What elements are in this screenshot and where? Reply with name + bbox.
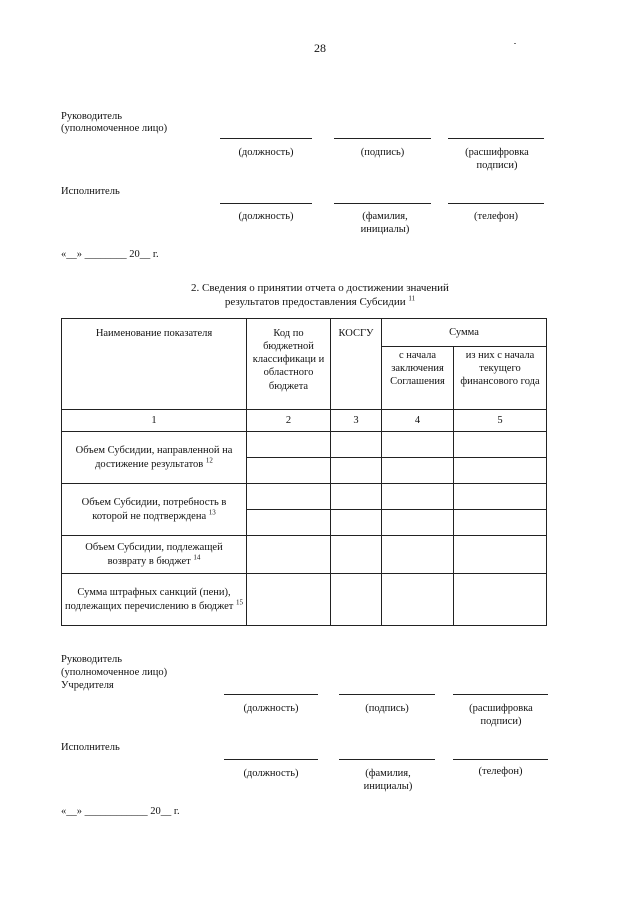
- table-cell: [247, 536, 331, 574]
- row-label-text: Объем Субсидии, подлежащей возврату в бюджет: [85, 542, 223, 567]
- table-cell: [382, 484, 454, 510]
- header-text: Сумма: [449, 327, 479, 338]
- section-title-text: результатов предоставления Субсидии: [224, 295, 406, 308]
- table-row: [62, 536, 547, 574]
- date-line: «__» ____________ 20__ г.: [61, 806, 180, 817]
- table-row: [62, 574, 547, 626]
- caption-surname: (фамилия, инициалы): [363, 768, 413, 793]
- footnote-mark: 15: [235, 598, 243, 606]
- table-cell: [382, 432, 454, 458]
- header-sum-from-agreement: [382, 347, 454, 410]
- footnote-mark: 13: [208, 508, 216, 516]
- head-label-sub: (уполномоченное лицо): [61, 123, 168, 134]
- signature-line-name: [453, 694, 548, 695]
- table-cell: [454, 484, 547, 510]
- header-indicator-name: [62, 319, 247, 410]
- signature-line-position: [224, 694, 318, 695]
- section-title-line-1: 2. Сведения о принятии отчета о достижении значений: [191, 282, 449, 294]
- executor-line-position: [220, 203, 312, 204]
- header-budget-code: [247, 319, 331, 410]
- row-label: [62, 484, 247, 536]
- row-label: [62, 536, 247, 574]
- executor-line-phone: [453, 759, 548, 760]
- table-cell: [331, 458, 382, 484]
- table-cell: [382, 458, 454, 484]
- table-cell: [382, 536, 454, 574]
- column-number: 3: [331, 410, 382, 432]
- results-table: [61, 318, 547, 626]
- executor-label: Исполнитель: [61, 742, 120, 753]
- header-text: из них с начала текущего финансового года: [460, 350, 540, 388]
- table-cell: [247, 574, 331, 626]
- section-title: [150, 282, 490, 310]
- header-sum-current-year: [454, 347, 547, 410]
- section-title-line-2: [150, 296, 490, 310]
- executor-line-name: [334, 203, 431, 204]
- scan-speck: [514, 43, 516, 44]
- table-cell: [454, 432, 547, 458]
- footnote-mark: 11: [408, 294, 416, 303]
- row-label: [62, 432, 247, 484]
- table-cell: [247, 458, 331, 484]
- table-cell: [247, 510, 331, 536]
- row-label-text: Объем Субсидии, направленной на достижение результатов: [75, 445, 233, 470]
- table-cell: [331, 510, 382, 536]
- header-text: КОСГУ: [338, 328, 374, 339]
- caption-phone: (телефон): [478, 766, 523, 777]
- caption-name-decoding: (расшифровка подписи): [469, 703, 533, 728]
- table-cell: [331, 484, 382, 510]
- column-number-row: [62, 410, 547, 432]
- signature-line-sign: [339, 694, 435, 695]
- column-number: 2: [247, 410, 331, 432]
- table-cell: [247, 484, 331, 510]
- table-row: [62, 484, 547, 510]
- header-sum: [382, 319, 547, 347]
- column-number: 5: [454, 410, 547, 432]
- table-cell: [247, 432, 331, 458]
- header-kosgu: [331, 319, 382, 410]
- head-label: Руководитель: [61, 111, 122, 122]
- footnote-mark: 14: [193, 553, 201, 561]
- header-text: Код по бюджетной классификаци и областного бюджета: [252, 328, 325, 392]
- signature-line-position: [220, 138, 312, 139]
- table-cell: [382, 574, 454, 626]
- row-label: [62, 574, 247, 626]
- table-row: [62, 432, 547, 458]
- caption-name-decoding: (расшифровка подписи): [465, 147, 529, 172]
- signature-line-sign: [334, 138, 431, 139]
- caption-phone: (телефон): [474, 211, 518, 222]
- table-cell: [331, 574, 382, 626]
- page-number: 28: [314, 41, 326, 55]
- header-text: с начала заключения Соглашения: [390, 350, 445, 388]
- table-cell: [454, 510, 547, 536]
- head-label: Руководитель: [61, 654, 122, 665]
- executor-line-phone: [448, 203, 544, 204]
- caption-position: (должность): [243, 703, 299, 714]
- executor-line-name: [339, 759, 435, 760]
- caption-position: (должность): [243, 768, 299, 779]
- table-cell: [382, 510, 454, 536]
- column-number: 1: [62, 410, 247, 432]
- head-label-sub: (уполномоченное лицо): [61, 667, 168, 678]
- table-cell: [331, 432, 382, 458]
- executor-label: Исполнитель: [61, 186, 120, 197]
- row-label-text: Сумма штрафных санкций (пени), подлежащих перечислению в бюджет: [65, 587, 234, 612]
- table-cell: [454, 458, 547, 484]
- table-cell: [454, 574, 547, 626]
- date-line: «__» ________ 20__ г.: [61, 249, 159, 260]
- caption-position: (должность): [238, 147, 294, 158]
- row-label-text: Объем Субсидии, потребность в которой не подтверждена: [81, 497, 227, 522]
- footnote-mark: 12: [205, 456, 213, 464]
- table-cell: [331, 536, 382, 574]
- caption-surname: (фамилия, инициалы): [360, 211, 410, 236]
- caption-position: (должность): [238, 211, 294, 222]
- executor-line-position: [224, 759, 318, 760]
- header-text: Наименование показателя: [95, 328, 213, 339]
- caption-signature: (подпись): [365, 703, 409, 714]
- signature-line-name: [448, 138, 544, 139]
- table-cell: [454, 536, 547, 574]
- caption-signature: (подпись): [360, 147, 405, 158]
- column-number: 4: [382, 410, 454, 432]
- head-label-founder: Учредителя: [61, 680, 114, 691]
